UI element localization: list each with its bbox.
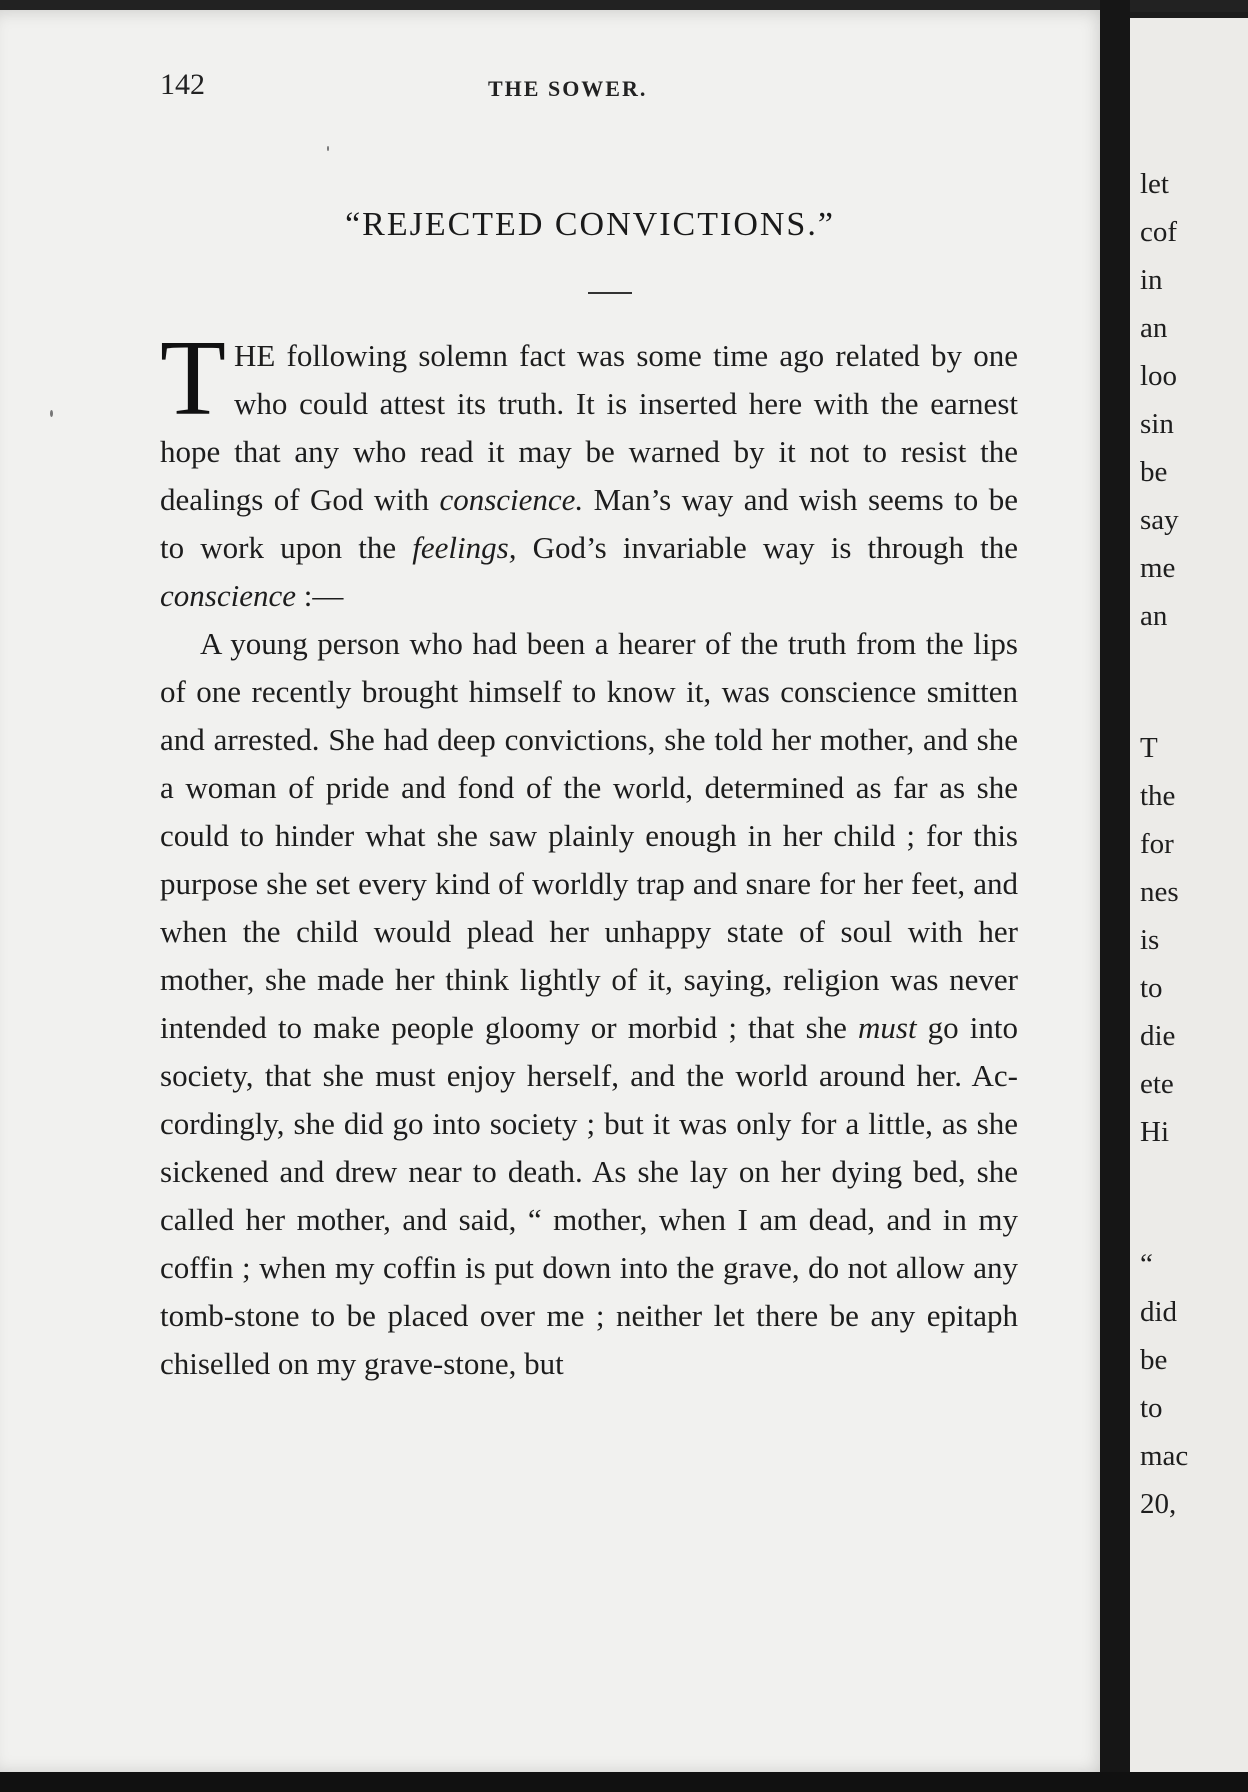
right-page-line: nes xyxy=(1140,876,1179,908)
left-page xyxy=(0,10,1110,1774)
right-page-line: let xyxy=(1140,168,1169,200)
right-page-line: is xyxy=(1140,924,1160,956)
right-page-line: loo xyxy=(1140,360,1178,392)
paragraph-text: :— xyxy=(295,578,344,613)
right-page-line: to xyxy=(1140,1392,1163,1424)
article-body xyxy=(160,319,1018,1388)
page-number: 142 xyxy=(160,68,205,101)
running-title: THE SOWER. xyxy=(488,76,648,101)
italic-word: must xyxy=(858,1010,917,1045)
paragraph-1 xyxy=(160,319,1018,620)
paragraph-text: go into society, that she must enjoy herself, and the world around her. Ac-cordingly, she did go into society ; but it was only for a little, as she sickened and drew near to death. As she lay on her dying bed, she called her mother, and said, “ mother, when I am dead, and in my coffin ; when my coffin is put down into the grave, do not allow any tomb-stone to be placed over me ; neither let there be any epitaph chiselled on my grave-stone, but xyxy=(160,1010,1018,1381)
paragraph-text: A young person who had been a hearer of the truth from the lips of one recently brought himself to know it, was conscience smitten and arrested. She had deep convictions, she told her mother, and she a woman of pride and fond of the world, determined as far as she could to hinder what she saw plainly enough in her child ; for this purpose she set every kind of worldly trap and snare for her feet, and when the child would plead her unhappy state of soul with her mother, she made her think lightly of it, saying, religion was never intended to make people gloomy or morbid ; that she xyxy=(160,626,1018,1045)
right-page-line: mac xyxy=(1140,1440,1189,1472)
right-page-line: for xyxy=(1140,828,1174,860)
italic-word: conscience xyxy=(160,578,296,613)
paragraph-text: God’s invariable way is through the xyxy=(516,530,1018,565)
right-page-line: ete xyxy=(1140,1068,1174,1100)
book-gutter xyxy=(1100,0,1130,1792)
right-page-line: sin xyxy=(1140,408,1174,440)
right-page-line: an xyxy=(1140,312,1168,344)
right-page-line: be xyxy=(1140,456,1168,488)
right-page-line: the xyxy=(1140,780,1176,812)
right-page-line: be xyxy=(1140,1344,1168,1376)
title-rule xyxy=(588,292,632,294)
right-page-line: 20, xyxy=(1140,1488,1177,1520)
right-page-line: die xyxy=(1140,1020,1176,1052)
right-page-line: did xyxy=(1140,1296,1178,1328)
article-title: “REJECTED CONVICTIONS.” xyxy=(345,206,835,243)
paragraph-text: HE following solemn fact was some time ago related by one who could attest its truth. It is inserted here with the earnest hope that any who read it may be warned by it not to resist the dealings of God with xyxy=(160,338,1018,517)
right-page-line: me xyxy=(1140,552,1176,584)
scan-bottom-edge xyxy=(0,1772,1248,1792)
italic-word: feelings, xyxy=(412,530,517,565)
paragraph-2 xyxy=(160,620,1018,1388)
scan-speck xyxy=(327,146,329,151)
drop-cap: T xyxy=(160,319,226,438)
right-page xyxy=(1130,18,1248,1774)
right-page-line: an xyxy=(1140,600,1168,632)
scan-speck xyxy=(50,410,53,417)
paragraph-text: Man’s way and wish seems to be to work upon the xyxy=(160,482,1018,565)
right-page-line: T xyxy=(1140,732,1158,764)
right-page-line: in xyxy=(1140,264,1163,296)
right-page-line: “ xyxy=(1140,1248,1153,1280)
running-head xyxy=(160,68,1020,108)
right-page-line: Hi xyxy=(1140,1116,1169,1148)
right-page-line: say xyxy=(1140,504,1179,536)
right-page-line: cof xyxy=(1140,216,1178,248)
right-page-line: to xyxy=(1140,972,1163,1004)
italic-word: conscience. xyxy=(439,482,584,517)
